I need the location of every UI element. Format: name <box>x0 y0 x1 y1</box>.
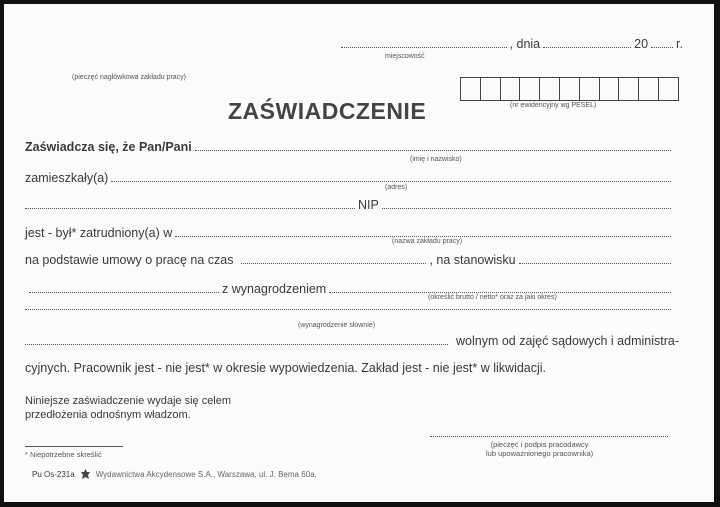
address-cont-field[interactable] <box>25 207 355 209</box>
signature-field[interactable] <box>430 436 668 437</box>
name-field[interactable] <box>195 149 671 151</box>
publisher-logo-icon <box>80 469 91 480</box>
address-label: zamieszkały(a) <box>25 171 109 185</box>
place-date-line <box>338 37 683 51</box>
position-label: , na stanowisku <box>429 253 516 267</box>
leave-field[interactable] <box>25 343 448 345</box>
address-field[interactable] <box>111 180 671 182</box>
contract-line <box>25 253 674 267</box>
publisher-footer <box>32 469 317 480</box>
nip-field[interactable] <box>382 207 671 209</box>
place-field[interactable] <box>341 46 507 48</box>
pesel-caption: (nr ewidencyjny wg PESEL) <box>510 102 597 109</box>
employer-caption: (nazwa zakładu pracy) <box>392 238 463 245</box>
nip-label: NIP <box>358 198 379 212</box>
salary-words-caption: (wynagrodzenie słownie) <box>298 322 376 329</box>
name-caption: (imię i nazwisko) <box>410 156 462 163</box>
leave-line <box>25 334 679 348</box>
leave-text: wolnym od zajęć sądowych i administra- <box>455 334 679 348</box>
salary-words-field[interactable] <box>25 308 671 310</box>
purpose-text <box>25 394 231 422</box>
salary-label: z wynagrodzeniem <box>222 282 327 296</box>
address-line <box>25 171 674 185</box>
footnote: * Niepotrzebne skreślić <box>25 450 102 459</box>
contract-label: na podstawie umowy o pracę na czas <box>25 253 234 267</box>
form-paper <box>4 4 714 502</box>
signature-caption-1: (pieczęć i podpis pracodawcy <box>490 440 589 449</box>
document-title: ZAŚWIADCZENIE <box>228 98 427 124</box>
salary-line <box>25 282 674 296</box>
purpose-line-1: Niniejsze zaświadczenie wydaje się celem <box>25 395 232 407</box>
contract-field[interactable] <box>241 262 426 264</box>
signature-caption-2: lub upoważnionego pracownika) <box>486 449 594 458</box>
r-label: r. <box>676 37 683 51</box>
year-label: 20 <box>634 37 649 51</box>
status-line: cyjnych. Pracownik jest - nie jest* w okresie wypowiedzenia. Zakład jest - nie jest* w likwidacji. <box>25 361 547 375</box>
employer-label: jest - był* zatrudniony(a) w <box>25 226 173 240</box>
address-caption: (adres) <box>385 184 408 191</box>
dnia-label: , dnia <box>509 37 541 51</box>
form-code: Pu Os-231a <box>32 470 75 479</box>
pesel-boxes[interactable] <box>460 77 679 101</box>
position-cont-field[interactable] <box>29 291 219 293</box>
salary-words-line <box>25 308 674 313</box>
name-line <box>25 140 674 154</box>
name-label: Zaświadcza się, że Pan/Pani <box>25 140 192 154</box>
signature-caption <box>486 440 593 458</box>
employer-field[interactable] <box>175 235 671 237</box>
nip-line <box>25 198 674 212</box>
salary-field[interactable] <box>329 291 671 293</box>
day-field[interactable] <box>543 46 631 48</box>
year-field[interactable] <box>651 46 673 48</box>
stamp-caption: (pieczęć nagłówkowa zakładu pracy) <box>72 74 186 81</box>
purpose-line-2: przedłożenia odnośnym władzom. <box>25 409 191 421</box>
position-field[interactable] <box>519 262 671 264</box>
publisher-text: Wydawnictwa Akcydensowe S.A., Warszawa, ul. J. Bema 60a. <box>95 470 317 479</box>
employer-line <box>25 226 674 240</box>
footnote-divider <box>25 446 123 447</box>
salary-caption: (określić brutto / netto* oraz za jaki okres) <box>428 294 557 301</box>
place-caption: miejscowość <box>385 53 425 60</box>
